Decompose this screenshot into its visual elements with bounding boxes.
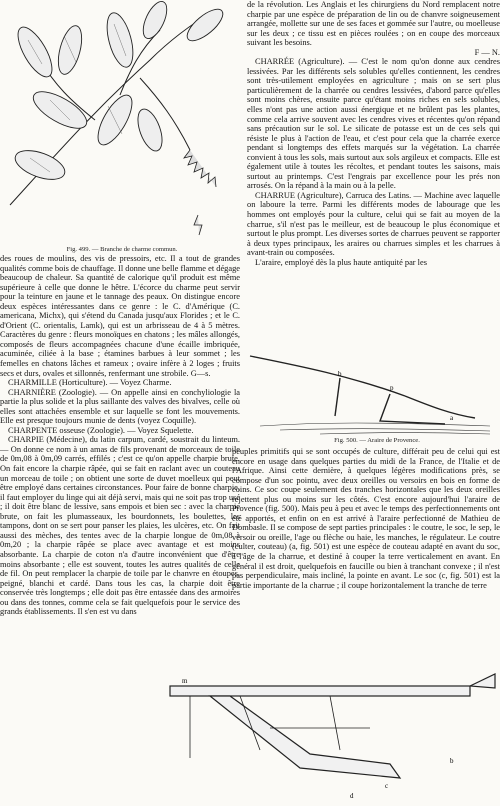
- fig501-label-c: c: [385, 782, 389, 790]
- svg-text:p: p: [390, 384, 394, 392]
- svg-text:a: a: [450, 414, 454, 422]
- fig501-label-d: d: [350, 792, 354, 800]
- right-column-top: [247, 0, 500, 334]
- paragraph: CHARNIÈRE (Zoologie). — On appelle ainsi en conchyliologie la partie la plus solide et la plus saillante des valves des bivalves, celle où elles sont attachées ensemble et sur laquelle se font les mouvements. Elle est presque toujours munie de dents (voyez Coquille).: [0, 387, 240, 426]
- figure-500-caption: Fig. 500. — Araire de Provence.: [334, 437, 420, 444]
- author-signature: F — N.: [474, 47, 500, 57]
- svg-text:b: b: [338, 370, 342, 378]
- right-column-middle: [232, 447, 500, 667]
- paragraph: CHARRUE (Agriculture), Carruca des Latins. — Machine avec laquelle on laboure la terre. Parmi les différents modes de labourage que les hommes ont employés pour la culture, celui qui se fait au moyen de la charrue, s'il n'est pas le meilleur, est de beaucoup le plus économique et surtout le plus prompt. Les diverses sortes de charrues peuvent se rapporter à deux types principaux, les araires ou charrues simples et les charrues à avant-train ou composées.: [247, 190, 500, 258]
- paragraph: L'araire, employé dès la plus haute antiquité par les: [255, 257, 427, 267]
- hornbeam-branch-illustration: [0, 0, 244, 250]
- fig501-label-b: b: [450, 757, 454, 765]
- left-column: [0, 254, 240, 668]
- paragraph: des roues de moulins, des vis de pressoirs, etc. Il a tout de grandes qualités comme bois de chauffage. Il donne une belle flamme et dégage beaucoup de chaleur. Sa quantité de calorique qu'il produit est même supérieure à celle que donne le hêtre. L'écorce du charme peut servir pour la teinture en jaune et le tannage des peaux. On distingue encore deux espèces intéressantes dans ce genre : le C. d'Amérique (C. americana, Michx), qui s'étend du Canada jusqu'aux Florides ; et le C. d'Orient (C. orientalis, Lamk), qui est un arbrisseau de 4 à 5 mètres. Caractères du genre : fleurs monoïques en chatons ; les mâles allongés, composés de fleurs accompagnées chacune d'une écaille imbriquée, acuminée, ciliée à la base ; étamines barbues à leur sommet ; les femelles en chatons lâches et rameux ; ovaire infère à 2 loges ; fruits secs et durs, ovales et sillonnés, renfermant une strobile. G—s.: [0, 254, 240, 378]
- paragraph: CHARRÉE (Agriculture). — C'est le nom qu'on donne aux cendres lessivées. Par les différents sels solubles qu'elles contiennent, les cendres sont très-utilement employées en agriculture ; mais on se sert plus particulièrement de la charrée ou cendres lessivées, d'abord parce qu'elles sont moins chères, ensuite parce qu'étant moins riches en sels solubles, elles n'ont pas une action aussi énergique et ne brûlent pas les plantes, comme cela arrive souvent avec les cendres vives et récentes qu'on répand sans précaution sur le sol. Le silicate de potasse est un de ces sels qui résiste le plus à l'action de l'eau, et c'est pour cela que la charrée exerce pendant si longtemps des effets marqués sur la végétation. La charrée convient à tous les sols, mais surtout aux sols argileux et compacts. Elle est également utile à toutes les récoltes, et pendant toutes les saisons, mais surtout au printemps. C'est l'engrais par excellence pour les prés non arrosés. On la répand à la main ou à la pelle.: [247, 57, 500, 191]
- paragraph: CHARMILLE (Horticulture). — Voyez Charme.: [8, 378, 172, 388]
- figure-499-caption: Fig. 499. — Branche de charme commun.: [66, 246, 178, 253]
- paragraph: CHARPENTE osseuse (Zoologie). — Voyez Squelette.: [8, 425, 194, 435]
- paragraph: peuples primitifs qui se sont occupés de culture, différait peu de celui qui est encore en usage dans quelques parties du midi de la France, de l'Italie et de l'Afrique. Ainsi cette dernière, à quelques légères modifications près, se compose d'un soc pointu, avec deux oreilles ou versoirs en bois en forme de coins. Ce soc coupe seulement des tranches horizontales que les deux oreilles rejettent plus ou moins sur les côtés. C'est encore aujourd'hui l'araire de Provence (fig. 500). Mais peu à peu et avec le temps des perfectionnements ont été apportés, et enfin on en est arrivé à l'araire perfectionné de Mathieu de Dombasle. Il se compose de sept parties principales : le coutre, le soc, le sep, le versoir ou oreille, l'age ou flèche ou haie, les manches, le régulateur. Le coutre (culter, couteau) (a, fig. 501) est une espèce de couteau adapté en avant du soc, à l'âge de la charrue, et destiné à couper la terre verticalement en avant. En général il est droit, quelquefois en faucille ou bien à tranchant convexe ; il n'est pas perpendiculaire, mais incliné, la pointe en avant. Le soc (c, fig. 501) est la partie importante de la charrue ; il coupe horizontalement la tranche de terre: [232, 447, 500, 590]
- provence-plough-illustration: [240, 336, 500, 440]
- fig501-label-m: m: [182, 677, 188, 685]
- dombasle-plough-illustration: [150, 668, 500, 806]
- paragraph: CHARPIE (Médecine), du latin carpum, cardé, soustrait du linteum. — On donne ce nom à un amas de fils provenant de morceaux de toile de 0m,08 à 0m,09 carrés, effilés ; c'est ce qu'on appelle charpie brute. On fait encore la charpie râpée, qui se fait en raclant avec un couteau un morceau de toile ; on obtient une sorte de duvet moelleux qui peut être employé dans certaines circonstances. Pour faire de bonne charpie, il faut employer du linge qui ait déjà servi, mais qui ne soit pas trop usé ; il doit être blanc de lessive, sans empois et bien sec : avec la charpie brute, on fait les plumasseaux, les bourdonnets, les boulettes, les tampons, dont on se sert pour panser les plaies, les ulcères, etc. On fait aussi des mèches, des tentes avec de la charpie longue de 0m,08 à 0m,20 ; la charpie râpée se place avec avantage et est moins absorbante. La charpie de coton n'a d'autre inconvénient que d'être moins absorbante ; elle est souvent, toutes les autres qualités de celle de fil. On peut remplacer la charpie de toile par le chanvre en étoupes, peigné, blanchi et cardé. Dans tous les cas, la charpie doit être conservée très longtemps ; elle doit pas être entassée dans des armoires ou dans des tonnes, comme cela se fait quelquefois pour le service des grands établissements. Il s'en est vu dans: [0, 435, 240, 617]
- paragraph: de la révolution. Les Anglais et les chirurgiens du Nord remplacent notre charpie par une espèce de préparation de lin ou de chanvre soigneusement arrangée, mollette sur une de ses faces et gommée sur l'autre, ou moelleuse sur les deux ; ce tissu est en pièces roulées ; on en coupe des morceaux suivant les besoins.: [247, 0, 500, 48]
